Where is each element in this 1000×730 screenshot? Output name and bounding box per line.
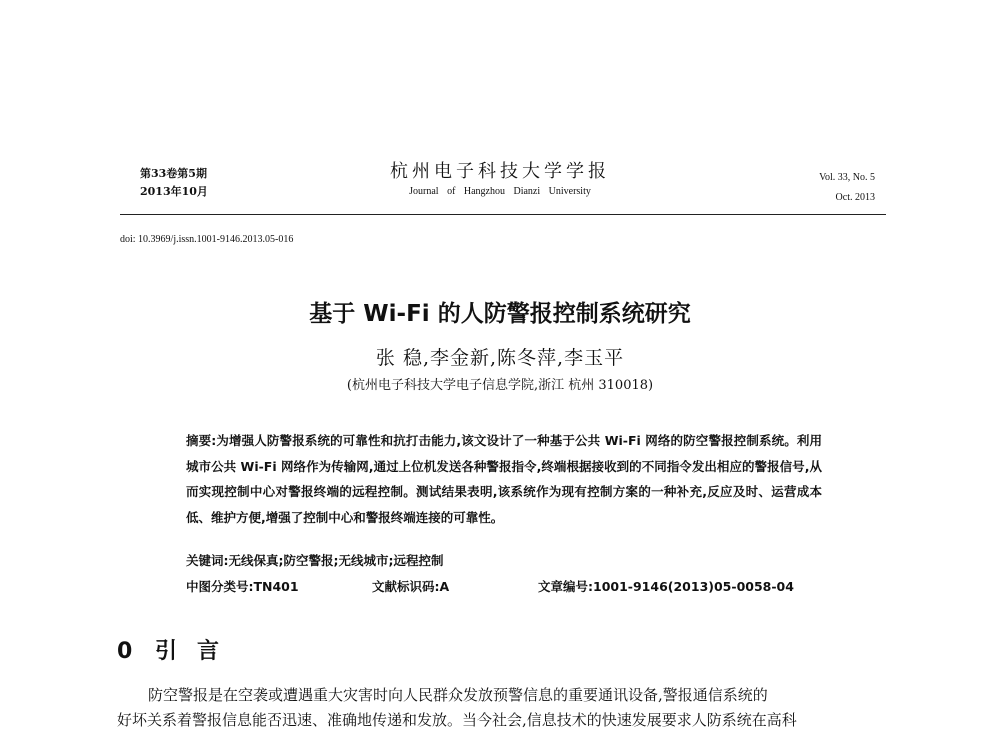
abstract-label: 摘要: <box>186 433 217 448</box>
affiliation: (杭州电子科技大学电子信息学院,浙江 杭州 310018) <box>346 378 654 393</box>
section-heading <box>117 634 239 665</box>
clc-number <box>186 577 299 595</box>
authors: 张 稳,李金新,陈冬萍,李玉平 <box>375 347 625 369</box>
date-cn: 2013年10月 <box>140 185 208 198</box>
date-en: Oct. 2013 <box>835 192 875 203</box>
journal-title-cn: 杭州电子科技大学学报 <box>390 161 610 182</box>
clc-label: 中图分类号: <box>186 579 254 594</box>
header-issue-info-en <box>819 168 875 208</box>
abstract <box>186 428 822 530</box>
volume-issue-en: Vol. 33, No. 5 <box>819 172 875 183</box>
journal-masthead <box>330 160 670 200</box>
journal-title-en: Journal of Hangzhou Dianzi University <box>409 186 591 197</box>
document-code <box>372 577 449 595</box>
article-title: 基于 Wi-Fi 的人防警报控制系统研究 <box>309 301 691 327</box>
section-number: 0 <box>117 639 133 664</box>
header-divider <box>120 214 886 215</box>
article-no-value: 1001-9146(2013)05-0058-04 <box>593 579 794 594</box>
clc-value: TN401 <box>253 579 299 594</box>
doi: doi: 10.3969/j.issn.1001-9146.2013.05-016 <box>120 234 294 245</box>
doc-code-value: A <box>439 579 450 594</box>
volume-issue-cn: 第33卷第5期 <box>140 167 207 180</box>
doc-code-label: 文献标识码: <box>372 579 440 594</box>
abstract-text: 为增强人防警报系统的可靠性和抗打击能力,该文设计了一种基于公共 Wi-Fi 网络的防空警报控制系统。利用城市公共 Wi-Fi 网络作为传输网,通过上位机发送各种警报指令,终端根据接收到的不同指令发出相应的警报信号,从而实现控制中心对警报终端的远程控制。测试结果表明,该系统作为现有控制方案的一种补充,反应及时、运营成本低、维护方便,增强了控制中心和警报终端连接的可靠性。 <box>186 433 822 525</box>
keywords-label: 关键词: <box>186 553 229 568</box>
header-issue-info <box>140 165 208 201</box>
article-number <box>538 577 794 595</box>
section-title: 引言 <box>155 639 240 664</box>
body-text-line-1: 防空警报是在空袭或遭遇重大灾害时向人民群众发放预警信息的重要通讯设备,警报通信系统的 <box>148 686 768 704</box>
body-text-line-2: 好坏关系着警报信息能否迅速、准确地传递和发放。当今社会,信息技术的快速发展要求人防系统在高科 <box>117 711 797 729</box>
keywords <box>186 551 444 569</box>
article-no-label: 文章编号: <box>538 579 593 594</box>
keywords-text: 无线保真;防空警报;无线城市;远程控制 <box>228 553 444 568</box>
